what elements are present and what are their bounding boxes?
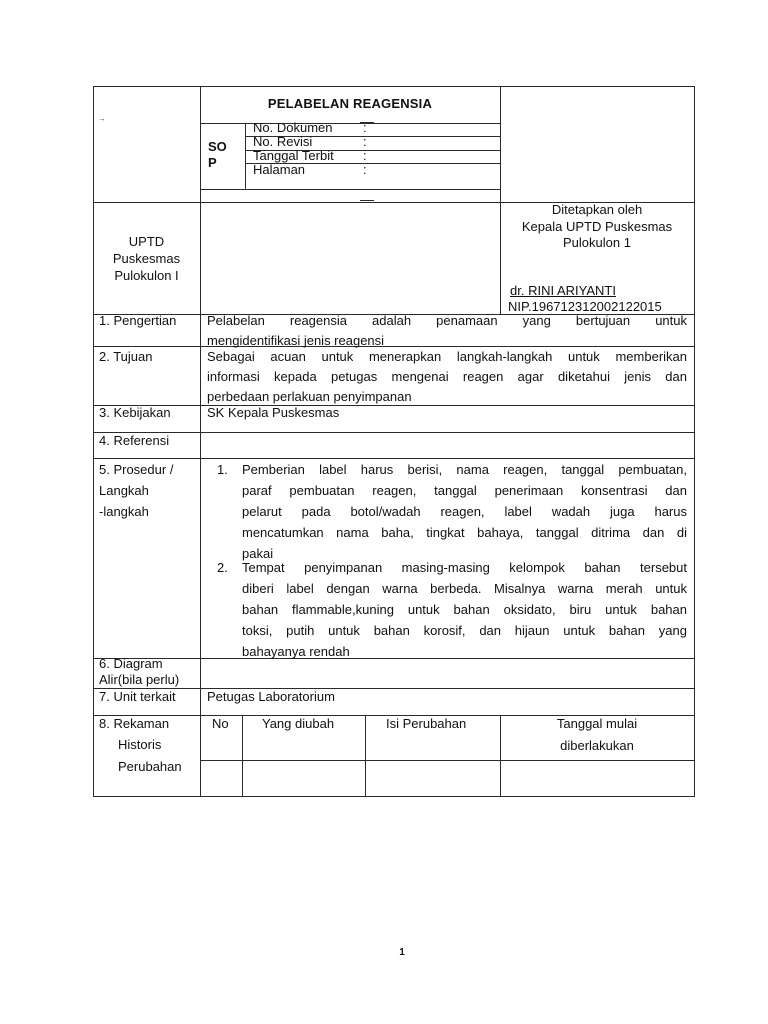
approver-name: dr. RINI ARIYANTI — [510, 283, 616, 298]
pengertian-label: 1. Pengertian — [99, 313, 177, 328]
no-revisi-sep: : — [363, 134, 367, 149]
sop-label-line2: P — [208, 155, 217, 170]
tujuan-line-3: perbedaan perlakuan penyimpanan — [207, 389, 412, 404]
prosedur-item-1-line: pelarut pada botol/wadah reagen, label wadah juga harus — [242, 504, 687, 519]
row-line-4 — [93, 432, 694, 433]
rekaman-label-1: 8. Rekaman — [99, 716, 170, 731]
no-revisi-label: No. Revisi — [253, 134, 313, 149]
org-line-3: Pulokulon I — [114, 268, 179, 283]
rekaman-col-yang-diubah: Yang diubah — [262, 716, 335, 731]
pengertian-line-1: Pelabelan reagensia adalah penamaan yang bertujuan untuk — [207, 313, 687, 328]
table-border-left — [93, 86, 94, 797]
row-line-5 — [93, 458, 694, 459]
prosedur-label-1: 5. Prosedur / — [99, 462, 174, 477]
org-line-2: Puskesmas — [112, 251, 181, 266]
prosedur-item-1-line: mencatumkan nama baha, tingkat bahaya, tanggal ditrima dan di — [242, 525, 687, 540]
prosedur-item-2-line: bahan flammable,kuning untuk bahan oksidato, biru untuk bahan — [242, 602, 687, 617]
row-line-6 — [93, 658, 694, 659]
halaman-label: Halaman — [253, 162, 306, 177]
prosedur-label-3: -langkah — [99, 504, 149, 519]
prosedur-item-2-line: toksi, putih untuk bahan korosif, dan hijaun untuk bahan yang — [242, 623, 687, 638]
tanggal-terbit-sep: : — [363, 148, 367, 163]
rekaman-label-3: Perubahan — [118, 759, 182, 774]
page-number: 1 — [399, 947, 405, 958]
prosedur-item-1-line: pakai — [242, 546, 274, 561]
unit-terkait-value: Petugas Laboratorium — [207, 689, 335, 704]
no-dokumen-label: No. Dokumen — [253, 120, 333, 135]
diagram-label-2: Alir(bila perlu) — [99, 672, 180, 687]
approval-line-1: Ditetapkan oleh — [551, 202, 643, 217]
prosedur-label-2: Langkah — [99, 483, 149, 498]
rekaman-col-2 — [365, 715, 366, 797]
referensi-label: 4. Referensi — [99, 433, 170, 448]
rekaman-col-isi-perubahan: Isi Perubahan — [386, 716, 467, 731]
org-line-1: UPTD — [128, 234, 165, 249]
tanggal-terbit-label: Tanggal Terbit — [253, 148, 334, 163]
label-column-divider — [200, 86, 201, 797]
tujuan-line-2: informasi kepada petugas mengenai reagen agar diketahui jenis dan — [207, 369, 687, 384]
rekaman-col-no: No — [212, 716, 229, 731]
table-border-top — [93, 86, 694, 87]
prosedur-item-1-number: 1. — [217, 462, 228, 477]
rekaman-col-tanggal-line-1: Tanggal mulai — [556, 716, 638, 731]
row-line-7 — [93, 688, 694, 689]
dash-mark-bottom — [360, 200, 374, 201]
arrow-mark: → — [98, 114, 106, 123]
approval-line-2: Kepala UPTD Puskesmas — [521, 219, 673, 234]
tujuan-label: 2. Tujuan — [99, 349, 153, 364]
unit-terkait-label: 7. Unit terkait — [99, 689, 176, 704]
rekaman-row-line — [200, 760, 694, 761]
diagram-label-1: 6. Diagram — [99, 656, 163, 671]
tujuan-line-1: Sebagai acuan untuk menerapkan langkah-langkah untuk memberikan — [207, 349, 687, 364]
rekaman-col-tanggal-line-2: diberlakukan — [560, 738, 634, 753]
kebijakan-label: 3. Kebijakan — [99, 405, 171, 420]
prosedur-item-2-line: diberi label dengan warna berbeda. Misalnya warna merah untuk — [242, 581, 687, 596]
rekaman-col-1 — [242, 715, 243, 797]
prosedur-item-2-line: bahayanya rendah — [242, 644, 350, 659]
table-border-bottom — [93, 796, 695, 797]
kebijakan-value: SK Kepala Puskesmas — [207, 405, 340, 420]
approver-nip: NIP.196712312002122015 — [508, 299, 662, 314]
no-dokumen-sep: : — [363, 120, 367, 135]
pengertian-line-2: mengidentifikasi jenis reagensi — [207, 333, 385, 348]
table-border-right — [694, 86, 695, 797]
document-title: PELABELAN REAGENSIA — [267, 96, 433, 111]
prosedur-item-2-number: 2. — [217, 560, 228, 575]
sop-label-line1: SO — [208, 139, 227, 154]
sop-bottom-line — [200, 189, 500, 190]
halaman-sep: : — [363, 162, 367, 177]
prosedur-item-1-line: paraf pembuatan reagen, tanggal penerimaan konsentrasi dan — [242, 483, 687, 498]
rekaman-label-2: Historis — [118, 737, 162, 752]
prosedur-item-2-line: Tempat penyimpanan masing-masing kelompok bahan tersebut — [242, 560, 687, 575]
prosedur-item-1-line: Pemberian label harus berisi, nama reagen, tanggal pembuatan, — [242, 462, 687, 477]
approval-line-3: Pulokulon 1 — [563, 235, 631, 250]
sop-divider — [245, 123, 246, 189]
